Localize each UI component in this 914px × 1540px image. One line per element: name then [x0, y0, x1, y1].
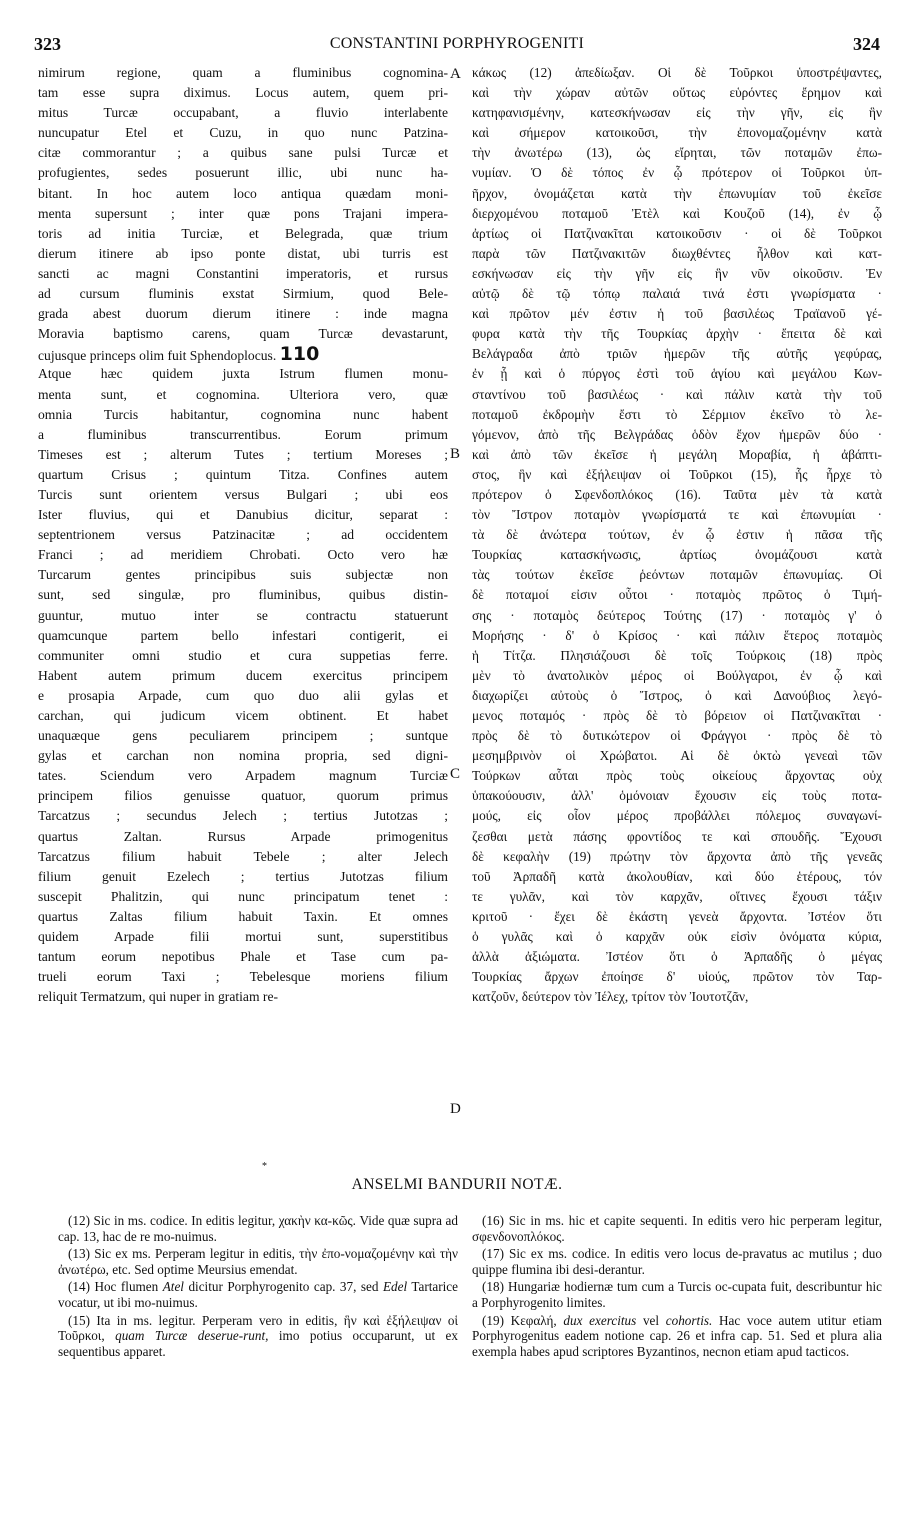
note-text: (16) Sic in ms. hic et capite sequenti. In editis vero hic perperam legitur, σφενδονοπλόκος.: [472, 1213, 882, 1244]
text-line: [472, 244, 882, 264]
text-line: [472, 726, 882, 746]
text-line-content: suscepit Phalitzin, qui nunc principatum tenet :: [38, 888, 448, 904]
text-line-content: sancti ac magni Constantini imperatoris, et rursus: [38, 265, 448, 281]
text-line-content: filium genuit Ezelech ; tertius Jutotzas filium: [38, 868, 448, 884]
text-line-content: Βελάγραδα ἀπὸ τριῶν ἡμερῶν τῆς αὐτῆς γεφύρας,: [472, 346, 882, 362]
text-line: [472, 364, 882, 384]
text-line: [472, 184, 882, 204]
note-text: dicitur Porphyrogenito cap. 37, sed: [183, 1279, 383, 1295]
text-line-content: νυμίαν. Ὁ δὲ τόπος ἐν ᾧ πρότερον οἱ Τοῦρκοι ὑπ-: [472, 165, 882, 181]
text-line: [38, 324, 448, 344]
text-line: [472, 867, 882, 887]
text-line-content: καὶ σήμερον κατοικοῦσι, τὴν ἐπονομαζομένην κατὰ: [472, 125, 882, 141]
text-line: [38, 163, 448, 183]
text-line-content: διαχωρίζει αὐτοὺς ὁ Ἴστρος, ὁ καὶ Δανούβιος λεγό-: [472, 687, 882, 703]
note-italic: quam Turcæ deserue-runt,: [115, 1328, 269, 1344]
text-line-content: ἀρτίως οἱ Πατζινακῖται κατοικοῦσιν · οἱ δὲ Τοῦρκοι: [472, 225, 882, 241]
text-line-content: εσκήνωσαν εἰς τὴν γῆν εἰς ἣν νῦν οἰκοῦσιν. Ἐν: [472, 265, 882, 281]
text-line-content: trueli eorum Taxi ; Tebelesque moriens filium: [38, 969, 448, 985]
text-line-content: ἀλλὰ ἀξιώματα. Ἰστέον ὅτι ὁ Ἀρπαδῆς ὁ μέγας: [472, 949, 882, 965]
text-line-content: dierum itinere ab ipso ponte distat, ubi turris est: [38, 245, 448, 261]
notes-left-column: [58, 1213, 458, 1361]
text-line: [472, 445, 882, 465]
text-line: [38, 485, 448, 505]
text-line: [38, 786, 448, 806]
text-line-content: quartum Crisus ; quintum Titza. Confines autem: [38, 466, 448, 482]
page-number-right: 324: [853, 34, 880, 54]
text-line-content: τὰς τούτων ἐκεῖσε ῥεόντων ποταμῶν ἐπωνυμίας. Οἱ: [472, 567, 882, 583]
text-line: [472, 626, 882, 646]
text-line-content: κατηφανισμένην, κατεσκήνωσαν εἰς τὴν γῆν, εἰς ἣν: [472, 105, 882, 121]
text-line: [38, 646, 448, 666]
note-item: [58, 1313, 458, 1360]
text-line: [38, 284, 448, 304]
text-line: [472, 786, 882, 806]
text-line-content: sunt, sed singulæ, pro fluminibus, quibus distin-: [38, 587, 448, 603]
note-text: Hac voce autem utitur etiam Porphyrogenitus eadem notione cap. 26 et infra cap. 51. Sed et plura alia exempla habes apud scriptores Byzantinos, necnon etiam apud tacticos.: [472, 1312, 882, 1359]
text-line: [38, 344, 448, 364]
page-number-left: 323: [34, 34, 61, 54]
text-line: [472, 304, 882, 324]
text-line-content: μούς, εἰς οἷον μέρος προβάλλει πόλεμος συναγωνί-: [472, 808, 882, 824]
text-line: [472, 284, 882, 304]
note-text: (17) Sic ex ms. codice. In editis vero locus de-pravatus ac mutilus ; duo quippe flumina ibi desi-derantur.: [472, 1246, 882, 1277]
text-line-content: διερχομένου ποταμοῦ Ἐτὲλ καὶ Κουζοῦ (14), ἐν ᾧ: [472, 205, 882, 221]
text-line: [472, 646, 882, 666]
text-line: [472, 204, 882, 224]
text-line-content: toris ad initia Turciæ, et Belegrada, quæ trium: [38, 225, 448, 241]
text-line: [38, 545, 448, 565]
text-line: [38, 947, 448, 967]
text-line-content: Turcarum gentes principibus suis subjectæ non: [38, 567, 448, 583]
text-line: [38, 987, 448, 1007]
margin-letter-d: D: [450, 1101, 461, 1117]
greek-column: [472, 63, 882, 1168]
text-line: [472, 465, 882, 485]
running-title: CONSTANTINI PORPHYROGENITI: [329, 35, 585, 52]
text-line: [472, 827, 882, 847]
text-line-content: communiter omni studio et cura suppetias ferre.: [38, 647, 448, 663]
notes-title: ANSELMI BANDURII NOTÆ.: [351, 1176, 563, 1193]
text-line: [38, 907, 448, 927]
text-line-content: ποταμοῦ ἐκδρομὴν ἔστι τὸ Σέρμιον ἐκεῖνο τὸ λε-: [472, 406, 882, 422]
text-line: [38, 103, 448, 123]
text-line-content: καὶ τὴν χώραν αὐτῶν οὕτως εὑρόντες ἔρημον καὶ: [472, 85, 882, 101]
text-line: [472, 224, 882, 244]
note-italic: Atel: [162, 1279, 184, 1295]
text-line-content: τὰ δὲ ἀνώτερα τούτων, ἐν ᾧ ἐστιν ἡ πᾶσα τῆς: [472, 527, 882, 543]
text-line-content: μενος ποταμός · πρὸς δὲ τὸ βόρειον οἱ Πατζινακῖται ·: [472, 708, 882, 723]
text-line-content: cujusque princeps olim fuit Sphendoplocus.: [38, 348, 277, 364]
text-line-content: omnia Turcis habitantur, cognomina nunc habent: [38, 406, 448, 422]
text-line-content: τὸν Ἴστρον ποταμὸν γνωρίσματά τε καὶ ἐπωνυμίαι ·: [472, 507, 882, 523]
text-line: [38, 827, 448, 847]
text-line: [38, 686, 448, 706]
text-line-content: grada abest duorum dierum itinere : inde magna: [38, 306, 448, 322]
text-line: [472, 766, 882, 786]
text-line: [38, 304, 448, 324]
text-line: [38, 465, 448, 485]
text-line-content: μεσημβρινὸν οἱ Χρώβατοι. Αἱ δὲ ὀκτὼ γενεαὶ τῶν: [472, 748, 882, 764]
text-line: [472, 425, 882, 445]
text-line: [472, 525, 882, 545]
text-line-content: principem filios genuisse quatuor, quorum primus: [38, 788, 448, 804]
text-line: [472, 123, 882, 143]
text-line: [38, 746, 448, 766]
text-line: [38, 967, 448, 987]
text-line-content: ἡ Τίτζα. Πλησιάζουσι δὲ τοῖς Τούρκοις (18) πρὸς: [472, 647, 882, 663]
text-line-content: Ister fluvius, qui et Danubius dicitur, separat :: [38, 507, 448, 523]
text-line-content: πρότερον ὁ Σφενδοπλόκος (16). Ταῦτα μὲν τὰ κατὰ: [472, 486, 882, 502]
text-line-content: Franci ; ad meridiem Chrobati. Octo vero hæ: [38, 547, 448, 563]
text-line: [472, 385, 882, 405]
text-line-content: ζεσθαι μετὰ πάσης φροντίδος τε καὶ σπουδῆς. Ἔχουσι: [472, 828, 882, 844]
text-line-content: septentrionem versus Patzinacitæ ; ad occidentem: [38, 527, 448, 543]
text-line-content: ὑπακούουσιν, ἀλλ' ὁμόνοιαν ἔχουσιν εἰς τοὺς ποτα-: [472, 788, 882, 804]
text-line-content: carchan, qui judicum vicem obtinent. Et habet: [38, 708, 448, 723]
text-line-content: unaquæque gens peculiarem principem ; suntque: [38, 728, 448, 744]
text-line-content: Μορήσης · δ' ὁ Κρίσος · καὶ πάλιν ἕτερος ποταμὸς: [472, 627, 882, 643]
text-line: [38, 264, 448, 284]
text-line: [38, 364, 448, 384]
text-line-content: ad cursum fluminis exstat Sirmium, quod Bele-: [38, 286, 448, 302]
text-line: [38, 143, 448, 163]
note-item: [58, 1213, 458, 1244]
text-line-content: τοῦ Ἀρπαδῆ κατὰ ἀκολουθίαν, καὶ δύο ἑτέρους, τόν: [472, 868, 882, 884]
note-text: (13) Sic ex ms. Perperam legitur in editis, τὴν ἐπο-νομαζομένην καὶ τὴν ἀνωτέρω, etc. Sed optime Meursius emendat.: [58, 1246, 458, 1277]
text-line-content: πρὸς δὲ τὸ δυτικώτερον οἱ Φράγγοι · πρὸς δὲ τὸ: [472, 728, 882, 744]
text-line: [38, 847, 448, 867]
text-line-content: ἐν ᾗ καὶ ὁ πύργος ἐστὶ τοῦ ἁγίου καὶ μεγάλου Κων-: [472, 366, 882, 382]
text-line-content: menta supersunt ; inter quæ pons Trajani impera-: [38, 205, 448, 221]
margin-letter-b: B: [450, 446, 461, 462]
text-line: [38, 83, 448, 103]
text-line-content: Atque hæc quidem juxta Istrum flumen monu-: [38, 366, 448, 382]
text-line: [38, 505, 448, 525]
note-item: [472, 1313, 882, 1360]
text-line-content: tates. Sciendum vero Arpadem magnum Turciæ: [38, 768, 448, 784]
text-line: [38, 887, 448, 907]
text-line-content: Τουρκίας κατασκήνωσις, ἀρτίως ὀνομάζουσι κατὰ: [472, 547, 882, 563]
note-item: [58, 1279, 458, 1310]
text-line-content: menta sunt, et cognomina. Ulteriora vero, quæ: [38, 386, 448, 402]
text-line: [472, 987, 882, 1007]
note-text: vel: [636, 1312, 666, 1328]
text-line: [38, 585, 448, 605]
text-line-content: τὴν ἀνωτέρω (13), ὡς εἴρηται, τῶν ποταμῶν ἐπω-: [472, 145, 882, 161]
text-line-content: quartus Zaltas filium habuit Taxin. Et omnes: [38, 908, 448, 924]
text-line-content: profugientes, sedes posuerunt illic, ubi nunc ha-: [38, 165, 448, 181]
note-italic: dux exercitus: [563, 1312, 637, 1328]
text-line-content: e prosapia Arpade, cum quo duo alii gylas et: [38, 687, 448, 703]
text-line: [472, 706, 882, 726]
text-line-content: σταντίνου τοῦ βασιλέως · καὶ πάλιν κατὰ τὴν τοῦ: [472, 386, 882, 402]
text-line: [38, 244, 448, 264]
latin-column: [38, 63, 448, 1168]
text-line: [472, 405, 882, 425]
note-text: (14) Hoc flumen: [68, 1279, 163, 1295]
text-line-content: κατζοῦν, δεύτερον τὸν Ἰέλεχ, τρίτον τὸν Ἰουτοτζᾶν,: [472, 989, 749, 1005]
notes-right-column: [472, 1213, 882, 1361]
text-line: [38, 867, 448, 887]
note-item: [58, 1246, 458, 1277]
note-text: (15) Ita in ms. legitur. Perperam vero in editis, ἣν καὶ ἐξήλειψαν οἱ Τοῦρκοι,: [58, 1312, 458, 1344]
text-line-content: reliquit Termatzum, qui nuper in gratiam re-: [38, 989, 279, 1005]
text-line-content: καὶ πρῶτον μέν ἐστιν ἡ τοῦ βασιλέως Τραϊανοῦ γέ-: [472, 306, 882, 322]
text-line-content: Tarcatzus ; secundus Jelech ; tertius Jutotzas ;: [38, 808, 448, 824]
text-line: [38, 626, 448, 646]
asterisk-mark: *: [262, 1161, 267, 1172]
text-line: [472, 324, 882, 344]
text-line-content: Turcis sunt orientem versus Bulgari ; ubi eos: [38, 486, 448, 502]
text-line: [38, 525, 448, 545]
text-line-content: Moravia baptismo carens, quam Turcæ devastarunt,: [38, 326, 448, 342]
text-line: [38, 565, 448, 585]
note-text: (18) Hungariæ hodiernæ tum cum a Turcis oc-cupata fuit, describuntur hic a Porphyrogenito limites.: [472, 1279, 882, 1310]
text-line: [472, 505, 882, 525]
text-line: [38, 63, 448, 83]
text-line: [472, 606, 882, 626]
note-item: [472, 1213, 882, 1244]
text-line-content: Τούρκων αὗται πρὸς τοὺς οἰκείους ἄρχοντας οὐχ: [472, 768, 882, 784]
text-line: [472, 344, 882, 364]
text-line-content: quartus Zaltan. Rursus Arpade primogenitus: [38, 828, 448, 844]
text-line: [472, 63, 882, 83]
margin-letter-c: C: [450, 766, 461, 782]
text-line: [472, 927, 882, 947]
text-line: [472, 163, 882, 183]
text-line: [38, 445, 448, 465]
text-line: [38, 123, 448, 143]
text-line: [472, 847, 882, 867]
text-line: [472, 83, 882, 103]
note-italic: Edel: [382, 1279, 408, 1295]
text-line-content: nimirum regione, quam a fluminibus cognomina-: [38, 65, 448, 80]
text-line: [38, 204, 448, 224]
text-line: [472, 887, 882, 907]
text-line: [472, 143, 882, 163]
text-line-content: στος, ἣν καὶ ἐξήλειψαν οἱ Τοῦρκοι (15), ἧς ἦρχε τὸ: [472, 466, 882, 482]
text-line-content: quamcunque partem bello infestari contigerit, ei: [38, 627, 448, 643]
text-line-content: a fluminibus transcurrentibus. Eorum primum: [38, 426, 448, 442]
text-line-content: bitant. In hoc autem loco antiqua quædam moni-: [38, 185, 448, 201]
note-text: Tartarice vocatur, ut ibi mo-nuimus.: [58, 1279, 459, 1310]
text-line-content: Timeses est ; alterum Tutes ; tertium Moreses ;: [38, 446, 448, 462]
note-text: (19) Κεφαλή,: [482, 1312, 564, 1328]
text-line-content: mitus Turcæ occupabant, a fluvio interlabente: [38, 105, 448, 121]
inline-column-number: 110: [279, 344, 320, 365]
text-line: [472, 947, 882, 967]
text-line: [38, 425, 448, 445]
text-line: [472, 666, 882, 686]
text-line-content: δὲ κεφαλὴν (19) πρώτην τὸν ἄρχοντα ἀπὸ τῆς γενεᾶς: [472, 848, 882, 864]
text-line: [38, 706, 448, 726]
text-line: [38, 726, 448, 746]
text-line: [472, 565, 882, 585]
text-line: [472, 806, 882, 826]
text-line: [38, 385, 448, 405]
text-line-content: παρὰ τῶν Πατζινακιτῶν διωχθέντες ἦλθον καὶ κατ-: [472, 245, 882, 261]
note-item: [472, 1279, 882, 1310]
text-line: [472, 485, 882, 505]
note-italic: cohortis.: [665, 1312, 713, 1328]
note-item: [472, 1246, 882, 1277]
text-line-content: φυρα κατὰ τὴν τῆς Τουρκίας ἀρχὴν · ἔπειτα δὲ καὶ: [472, 326, 882, 342]
page-header: [34, 34, 880, 58]
text-line-content: Habent autem primum ducem exercitus principem: [38, 667, 448, 683]
text-line-content: tantum eorum nepotibus Phale et Tase cum pa-: [38, 949, 448, 965]
text-line-content: gylas et carchan non nomina propria, sed digni-: [38, 748, 448, 764]
text-line: [472, 686, 882, 706]
text-line-content: quidem Arpade filii mortui sunt, superstitibus: [38, 929, 448, 945]
text-line-content: μὲν τὸ ἀνατολικὸν μέρος οἱ Βούλγαροι, ἐν ᾧ καὶ: [472, 667, 882, 683]
text-line-content: guuntur, mutuo inter se contractu statuerunt: [38, 607, 448, 623]
text-line-content: tam esse supra diximus. Locus autem, quem pri-: [38, 85, 448, 101]
text-line: [38, 224, 448, 244]
text-line: [38, 405, 448, 425]
text-line: [472, 967, 882, 987]
text-line-content: τε γυλᾶν, καὶ τὸν καρχᾶν, οἵτινες ἔχουσι τάξιν: [472, 888, 882, 904]
margin-letter-a: A: [450, 66, 461, 82]
note-text: imo potius occuparunt, ut ex sequentibus apparet.: [58, 1328, 458, 1359]
text-line-content: αὐτῷ δὲ τῷ τόπῳ παλαιά τινά ἐστι γνωρίσματα ·: [472, 286, 882, 302]
text-line: [38, 666, 448, 686]
text-line-content: καὶ ἀπὸ τῶν ἐκεῖσε ἡ μεγάλη Μοραβία, ἡ ἀβάπτι-: [472, 446, 882, 462]
text-line-content: Tarcatzus filium habuit Tebele ; alter Jelech: [38, 848, 448, 864]
text-line: [38, 184, 448, 204]
note-text: (12) Sic in ms. codice. In editis legitur, χακὴν κα-κῶς. Vide quæ supra ad cap. 13, hac de re mo-nuimus.: [58, 1213, 458, 1244]
text-line-content: ὁ γυλᾶς καὶ ὁ καρχᾶν οὐκ εἰσὶν ὀνόματα κύρια,: [472, 929, 882, 945]
text-line: [472, 264, 882, 284]
text-line: [472, 746, 882, 766]
text-line-content: κάκως (12) ἀπεδίωξαν. Οἱ δὲ Τοῦρκοι ὑποστρέψαντες,: [472, 65, 882, 80]
text-line-content: σης · ποταμὸς δεύτερος Τούτης (17) · ποταμὸς γ' ὁ: [472, 607, 882, 623]
text-line-content: κριτοῦ · ἔχει δὲ ἑκάστη γενεὰ ἄρχοντα. Ἰστέον ὅτι: [472, 908, 882, 924]
text-line-content: ῆρχον, ὀνομάζεται κατὰ τὴν ἐπωνυμίαν τοῦ ἐκεῖσε: [472, 185, 882, 201]
text-line-content: citæ commorantur ; a quibus sane pulsi Turcæ et: [38, 145, 448, 161]
text-line-content: δὲ ποταμοί εἰσιν οὗτοι · ποταμὸς πρῶτος ὁ Τιμή-: [472, 587, 882, 603]
text-line-content: γόμενον, ἀπὸ τῆς Βελγράδας ὁδὸν ἔχον ἡμερῶν δύο ·: [472, 426, 882, 442]
text-line: [472, 585, 882, 605]
text-line: [472, 907, 882, 927]
text-line-content: nuncupatur Etel et Cuzu, in quo nunc Patzina-: [38, 125, 448, 141]
text-line: [472, 545, 882, 565]
text-line: [38, 806, 448, 826]
text-line-content: Τουρκίας ἄρχων ἐποίησε δ' υἱούς, πρῶτον τὸν Ταρ-: [472, 969, 882, 985]
text-line: [472, 103, 882, 123]
text-line: [38, 766, 448, 786]
text-line: [38, 927, 448, 947]
text-line: [38, 606, 448, 626]
